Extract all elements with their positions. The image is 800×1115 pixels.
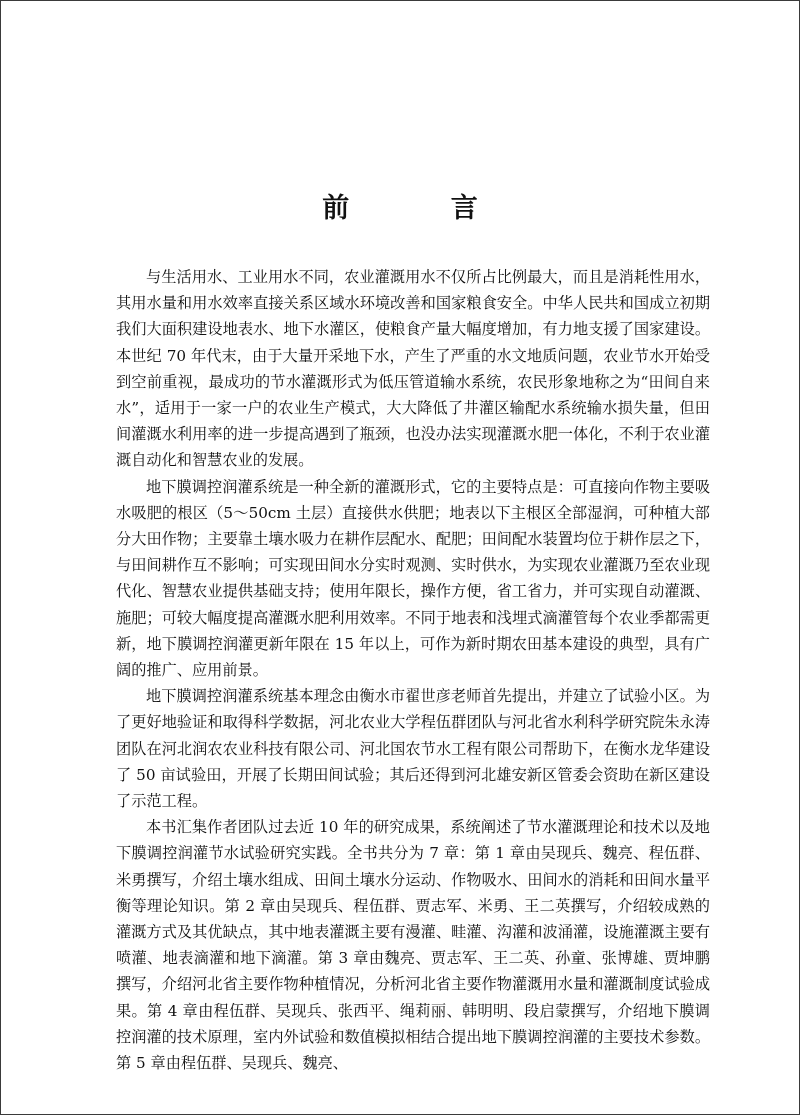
paragraph-3: 地下膜调控润灌系统基本理念由衡水市翟世彦老师首先提出，并建立了试验小区。为了更好地验证和取得科学数据，河北农业大学程伍群团队与河北省水利科学研究院朱永涛团队在河北润农农业科技有限公司、河北国农节水工程有限公司帮助下，在衡水龙华建设了 50 亩试验田，开展了长期田间试验；其后还得到河北雄安新区管委会资助在新区建设了示范工程。 <box>116 687 710 811</box>
paragraph-2: 地下膜调控润灌系统是一种全新的灌溉形式，它的主要特点是：可直接向作物主要吸水吸肥的根区（5～50cm 土层）直接供水供肥；地表以下主根区全部湿润，可种植大部分大田作物；主要靠土壤水吸力在耕作层配水、配肥；田间配水装置均位于耕作层之下，与田间耕作互不影响；可实现田间水分实时观测、实时供水，为实现农业灌溉乃至农业现代化、智慧农业提供基础支持；使用年限长，操作方便，省工省力，并可实现自动灌溉、施肥；可较大幅度提高灌溉水肥利用效率。不同于地表和浅埋式滴灌管每个农业季都需更新，地下膜调控润灌更新年限在 15 年以上，可作为新时期农田基本建设的典型，具有广阔的推广、应用前景。 <box>116 477 710 680</box>
paragraph-1: 与生活用水、工业用水不同，农业灌溉用水不仅所占比例最大，而且是消耗性用水，其用水量和用水效率直接关系区域水环境改善和国家粮食安全。中华人民共和国成立初期我们大面积建设地表水、地下水灌区，使粮食产量大幅度增加，有力地支援了国家建设。本世纪 70 年代末，由于大量开采地下水，产生了严重的水文地质问题，农业节水开始受到空前重视，最成功的节水灌溉形式为低压管道输水系统，农民形象地称之为“田间自来水”，适用于一家一户的农业生产模式，大大降低了井灌区输配水系统输水损失量，但田间灌溉水利用率的进一步提高遇到了瓶颈，也没办法实现灌溉水肥一体化，不利于农业灌溉自动化和智慧农业的发展。 <box>116 268 710 470</box>
page-title: 前 言 <box>322 193 524 224</box>
paragraph-4: 本书汇集作者团队过去近 10 年的研究成果，系统阐述了节水灌溉理论和技术以及地下膜调控润灌节水试验研究实践。全书共分为 7 章：第 1 章由吴现兵、魏亮、程伍群、米勇撰写，介绍土壤水组成、田间土壤水分运动、作物吸水、田间水的消耗和田间水量平衡等理论知识。第 2 章由吴现兵、程伍群、贾志军、米勇、王二英撰写，介绍较成熟的灌溉方式及其优缺点，其中地表灌溉主要有漫灌、畦灌、沟灌和波涌灌，设施灌溉主要有喷灌、地表滴灌和地下滴灌。第 3 章由魏亮、贾志军、王二英、孙童、张博雄、贾坤鹏撰写，介绍河北省主要作物种植情况，分析河北省主要作物灌溉用水量和灌溉制度试验成果。第 4 章由程伍群、吴现兵、张西平、绳莉丽、韩明明、段启蒙撰写，介绍地下膜调控润灌的技术原理，室内外试验和数值模拟相结合提出地下膜调控润灌的主要技术参数。第 5 章由程伍群、吴现兵、魏亮、 <box>116 818 710 1073</box>
preface-body <box>116 264 710 1076</box>
